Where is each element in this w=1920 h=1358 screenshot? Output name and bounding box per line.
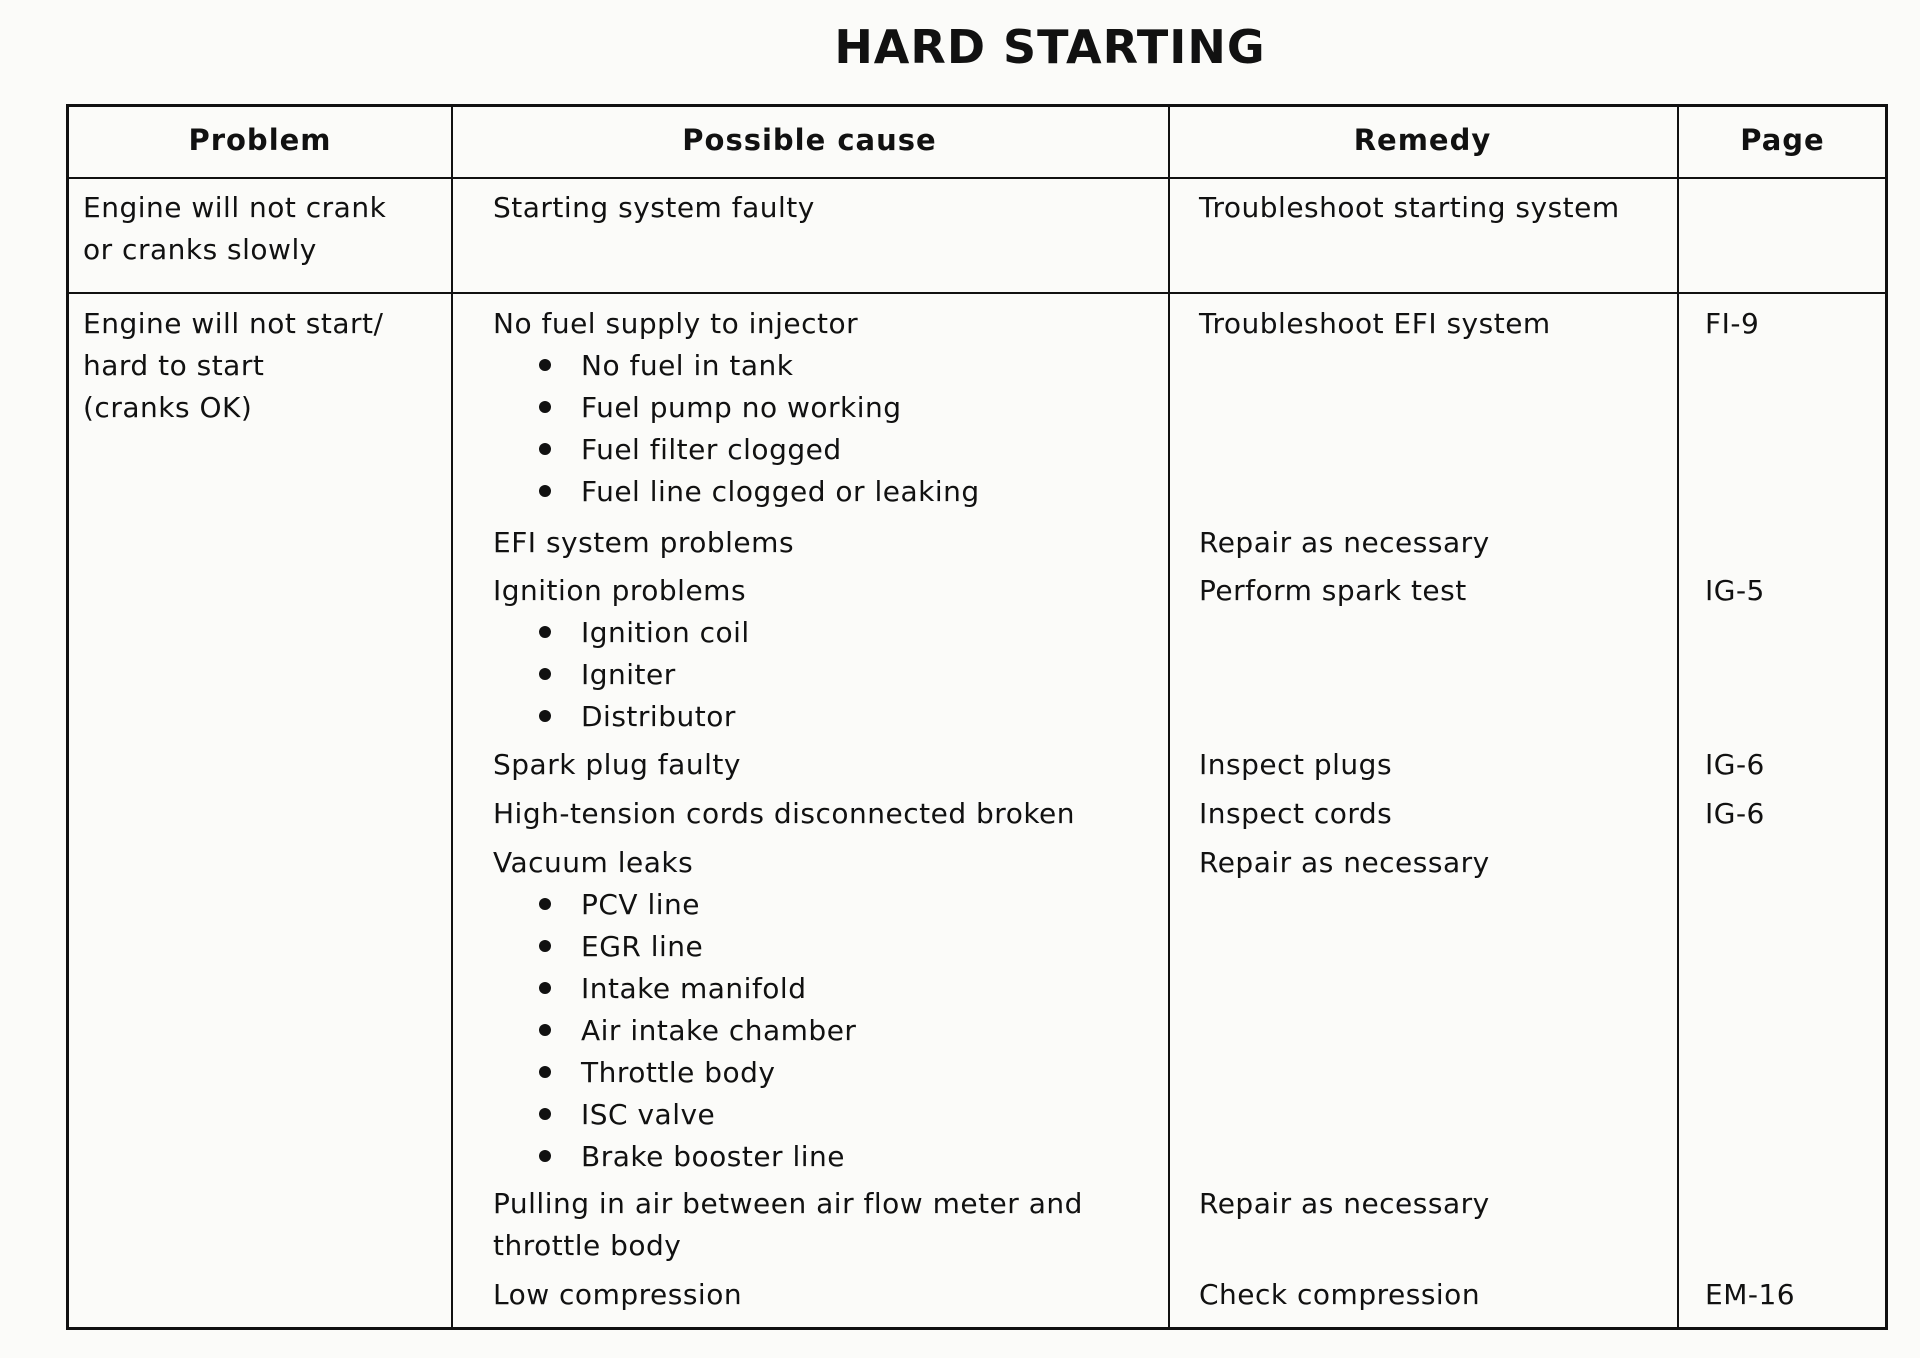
- bullet-icon: [539, 626, 551, 638]
- header-problem: Problem: [188, 123, 332, 157]
- bullet-icon: [539, 668, 551, 680]
- cause-group: [493, 842, 856, 1178]
- problem-line: (cranks OK): [83, 391, 253, 424]
- page-ref: FI-9: [1705, 307, 1760, 340]
- cause-bullet: Fuel line clogged or leaking: [539, 471, 980, 513]
- header-divider: [69, 177, 1885, 179]
- bullet-icon: [539, 1150, 551, 1162]
- cause-text: High-tension cords disconnected broken: [493, 797, 1076, 830]
- bullet-icon: [539, 401, 551, 413]
- bullet-icon: [539, 1108, 551, 1120]
- cause-bullet: Brake booster line: [539, 1136, 856, 1178]
- header-page: Page: [1740, 123, 1825, 157]
- header-possible-cause: Possible cause: [682, 123, 937, 157]
- cause-text: Spark plug faulty: [493, 748, 741, 781]
- problem-line: Engine will not start/: [83, 307, 384, 340]
- problem-line: Engine will not crank: [83, 191, 387, 224]
- cause-bullet: Fuel filter clogged: [539, 429, 980, 471]
- cause-group: [493, 303, 980, 513]
- cause-bullet: EGR line: [539, 926, 856, 968]
- bullet-icon: [539, 359, 551, 371]
- cause-text: throttle body: [493, 1229, 682, 1262]
- cause-text: Vacuum leaks: [493, 846, 694, 879]
- cause-bullet: PCV line: [539, 884, 856, 926]
- bullet-icon: [539, 1066, 551, 1078]
- column-divider: [451, 107, 453, 1327]
- header-remedy: Remedy: [1353, 123, 1492, 157]
- cause-text: Low compression: [493, 1278, 743, 1311]
- remedy-text: Repair as necessary: [1199, 846, 1490, 879]
- column-divider: [1677, 107, 1679, 1327]
- cause-group: [493, 1183, 1083, 1267]
- bullet-icon: [539, 982, 551, 994]
- remedy-text: Check compression: [1199, 1278, 1481, 1311]
- column-divider: [1168, 107, 1170, 1327]
- remedy-text: Inspect cords: [1199, 797, 1393, 830]
- page-ref: IG-6: [1705, 748, 1765, 781]
- cause-text: Starting system faulty: [493, 191, 815, 224]
- row-divider: [69, 292, 1885, 294]
- cause-bullet: Igniter: [539, 654, 750, 696]
- page-ref: IG-6: [1705, 797, 1765, 830]
- bullet-icon: [539, 443, 551, 455]
- remedy-text: Repair as necessary: [1199, 526, 1490, 559]
- cause-text: Ignition problems: [493, 574, 747, 607]
- page-ref: IG-5: [1705, 574, 1765, 607]
- cause-group: [493, 570, 750, 738]
- bullet-icon: [539, 1024, 551, 1036]
- cause-bullet: No fuel in tank: [539, 345, 980, 387]
- bullet-icon: [539, 710, 551, 722]
- cause-bullet: ISC valve: [539, 1094, 856, 1136]
- cause-bullet: Ignition coil: [539, 612, 750, 654]
- problem-cell: [83, 303, 383, 429]
- bullet-icon: [539, 940, 551, 952]
- remedy-text: Perform spark test: [1199, 574, 1467, 607]
- cause-bullet: Throttle body: [539, 1052, 856, 1094]
- cause-bullet: Air intake chamber: [539, 1010, 856, 1052]
- page-ref: EM-16: [1705, 1278, 1796, 1311]
- cause-bullet: Distributor: [539, 696, 750, 738]
- cause-text: Pulling in air between air flow meter and: [493, 1187, 1083, 1220]
- bullet-icon: [539, 485, 551, 497]
- remedy-text: Troubleshoot starting system: [1199, 191, 1620, 224]
- problem-line: or cranks slowly: [83, 233, 317, 266]
- cause-text: No fuel supply to injector: [493, 307, 859, 340]
- cause-bullet: Fuel pump no working: [539, 387, 980, 429]
- remedy-text: Inspect plugs: [1199, 748, 1393, 781]
- remedy-text: Repair as necessary: [1199, 1187, 1490, 1220]
- troubleshooting-table: [66, 104, 1888, 1330]
- bullet-icon: [539, 898, 551, 910]
- problem-cell: [83, 187, 386, 271]
- cause-text: EFI system problems: [493, 526, 795, 559]
- page-title: HARD STARTING: [834, 20, 1266, 74]
- problem-line: hard to start: [83, 349, 265, 382]
- remedy-text: Troubleshoot EFI system: [1199, 307, 1551, 340]
- cause-bullet: Intake manifold: [539, 968, 856, 1010]
